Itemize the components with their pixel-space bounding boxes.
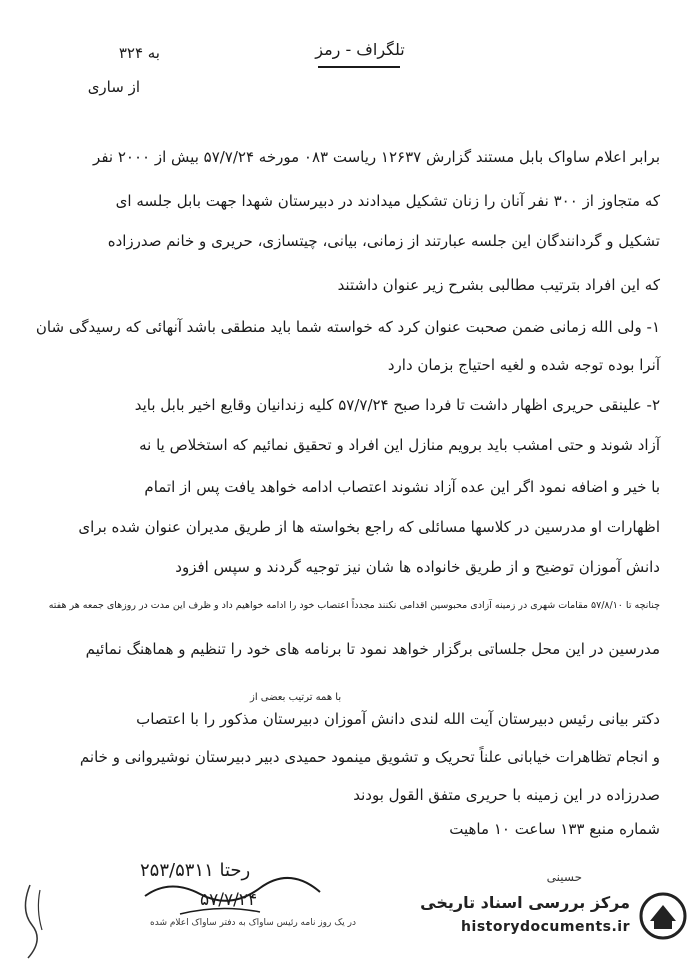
insert-note: با همه ترتیب بعضی از [250,692,342,703]
watermark-url[interactable]: historydocuments.ir [461,919,630,935]
body-line: مدرسین در این محل جلساتی برگزار خواهد نمود تا برنامه های خود را تنظیم و هماهنگ نمائیم [85,640,660,658]
title-underline [318,66,400,68]
archive-logo-icon [638,891,688,941]
body-line: تشکیل و گردانندگان این جلسه عبارتند از زمانی، بیانی، چیتسازی، حریری و خانم صدرزاده [107,232,660,250]
margin-note: حسینی [546,870,582,884]
signature-date: ۵۷/۷/۲۴ [200,890,258,910]
body-line: ۱- ولی الله زمانی ضمن صحبت عنوان کرد که خواسته شما باید منطقی باشد آنهائی که رسیدگی شان [35,318,660,336]
body-line: دکتر بیانی رئیس دبیرستان آیت الله لندی دانش آموزان دبیرستان مذکور را با اعتصاب [136,710,660,728]
recipient-line: به ۳۲۴ [118,44,160,62]
source-line: شماره منبع ۱۳۳ ساعت ۱۰ ماهیت [449,820,660,838]
body-line: آزاد شوند و حتی امشب باید برویم منازل این افراد و تحقیق نمائیم که استخلاص یا نه [139,436,660,454]
body-line: با خیر و اضافه نمود اگر این عده آزاد نشوند اعتصاب ادامه خواهد یافت پس از اتمام [144,478,660,496]
signature-scribble-icon [140,858,330,918]
body-line: برابر اعلام ساواک بابل مستند گزارش ۱۲۶۳۷ ریاست ۰۸۳ مورخه ۵۷/۷/۲۴ بیش از ۲۰۰۰ نفر [93,148,660,166]
body-line: و انجام تظاهرات خیابانی علناً تحریک و تشویق مینمود حمیدی دبیر دبیرستان نوشیروانی و خانم [79,748,660,766]
document-title: تلگراف - رمز [315,40,405,59]
body-line: چنانچه تا ۵۷/۸/۱۰ مقامات شهری در زمینه آزادی محبوسین اقدامی نکنند مجدداً اعتصاب خود را ادامه خواهیم داد و ظرف این مدت در روزهای جمعه هر هفته [48,600,660,611]
body-line: ۲- علینقی حریری اظهار داشت تا فردا صبح ۵۷/۷/۲۴ کلیه زندانیان وقایع اخیر بابل باید [134,396,660,414]
margin-handwriting-icon [10,880,50,960]
body-line: اظهارات او مدرسین در کلاسها مسائلی که راجع بخواسته ها از طریق مدیران عنوان شده برای [78,518,660,536]
sender-line: از ساری [87,78,140,96]
body-line: صدرزاده در این زمینه با حریری متفق القول بودند [353,786,660,804]
body-line: آنرا بوده توجه شده و لغیه احتیاج بزمان دارد [387,356,660,374]
bottom-note: در یک روز نامه رئیس ساواک به دفتر ساواک اعلام شده [150,918,356,928]
body-line: که متجاوز از ۳۰۰ نفر آنان را زنان تشکیل میدادند در دبیرستان شهدا جهت بابل جلسه ای [115,192,660,210]
watermark-name: مرکز بررسی اسناد تاریخی [420,893,630,912]
signature-code: رحتا ۲۵۳/۵۳۱۱ [140,860,251,881]
body-line: دانش آموزان توضیح و از طریق خانواده ها شان نیز توجیه گردند و سپس افزود [175,558,660,576]
body-line: که این افراد بترتیب مطالبی بشرح زیر عنوان داشتند [337,276,660,294]
watermark [402,887,692,949]
